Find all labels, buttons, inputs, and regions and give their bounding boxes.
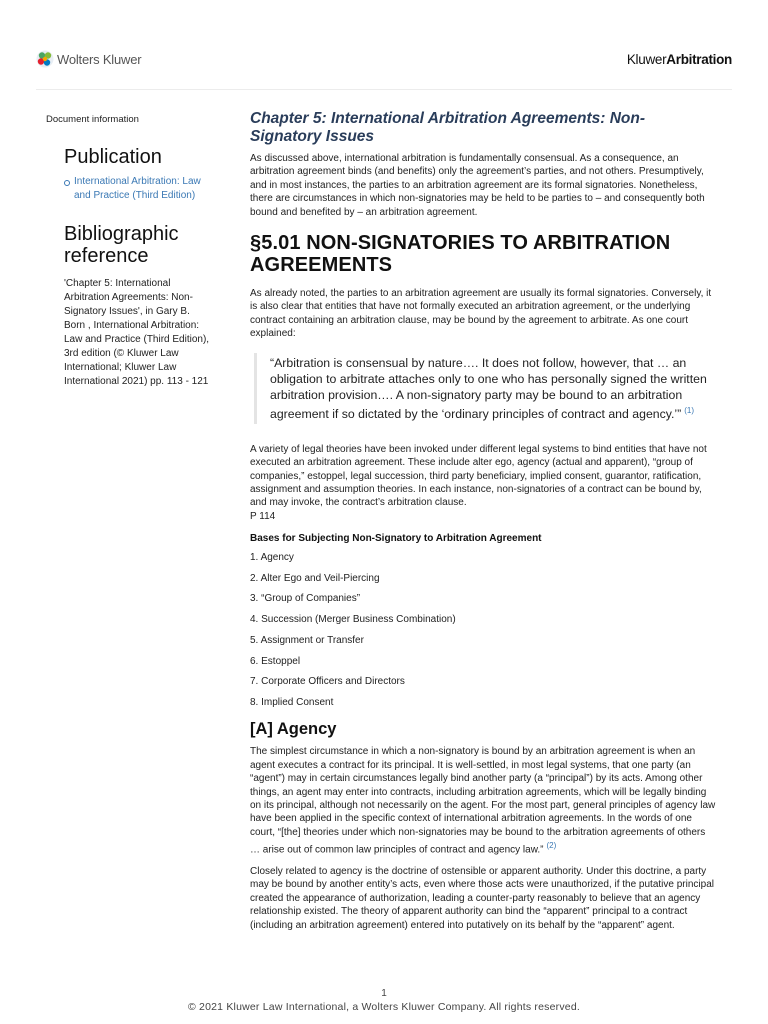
court-quote [254,353,716,424]
wolters-kluwer-logo-text: Wolters Kluwer [57,51,142,67]
copyright-notice: © 2021 Kluwer Law International, a Wolters Kluwer Company. All rights reserved. [188,1001,580,1013]
list-item: 2. Alter Ego and Veil-Piercing [250,572,380,584]
section-heading: §5.01 NON-SIGNATORIES TO ARBITRATION AGREEMENTS [250,232,671,277]
bases-heading: Bases for Subjecting Non-Signatory to Arbitration Agreement [250,532,542,544]
publication-link[interactable]: International Arbitration: Law and Practice (Third Edition) [64,175,216,203]
page-number: 1 [381,988,387,999]
chapter-title: Chapter 5: International Arbitration Agreements: Non-Signatory Issues [250,110,645,145]
list-item: 7. Corporate Officers and Directors [250,676,405,688]
section-paragraph: As already noted, the parties to an arbitration agreement are usually its formal signatories. Conversely, it is also clear that entities that have not formally executed an arbitration agreement, or the underlying contract containing an arbitration clause, may be bound by the agreement to arbitrate. As one court explained: [250,288,712,340]
document-information-label: Document information [46,114,139,125]
list-item: 5. Assignment or Transfer [250,634,364,646]
wolters-kluwer-logo[interactable] [36,50,141,68]
wolters-kluwer-globe-icon [36,50,54,68]
list-item: 4. Succession (Merger Business Combination) [250,614,456,626]
footnote-2-link[interactable]: (2) [546,841,557,851]
kluwer-arbitration-logo[interactable] [627,52,732,67]
apparent-authority-paragraph: Closely related to agency is the doctrine of ostensible or apparent authority. Under this doctrine, a party may be bound by another entity’s acts, even where those acts were unauthorized, if the putative principal created the appearance of authorization, leading a counter-party reasonably to believe that an agency relationship existed. The theory of apparent authority can bind the “apparent” principal to a contract (including an arbitration agreement) entered into putatively on its behalf by the “apparent” agent. [250,865,714,931]
header-divider [36,89,732,90]
legal-theories-paragraph: A variety of legal theories have been invoked under different legal systems to bind entities that have not executed an arbitration agreement. These include alter ego, agency (actual and apparent), “group of companies,” estoppel, legal succession, third party beneficiary, implied consent, guarantor, ratification, assignment and assumption theories. In each instance, non-signatories of a contract can be bound by, and may invoke, the contract’s arbitration clause. [250,443,707,509]
document-sidebar [46,114,216,389]
kluwer-arbitration-logo-bold: Arbitration [666,52,732,67]
list-item: 1. Agency [250,552,294,564]
bibliographic-reference-heading: Bibliographic reference [64,223,179,267]
page-marker: P 114 [250,510,276,522]
list-item: 3. “Group of Companies” [250,593,361,605]
court-quote-text: “Arbitration is consensual by nature…. It does not follow, however, that … an obligation to arbitrate attaches only to one who has personally signed the written arbitration provision…. A non-signatory party may be bound to an arbitration agreement if so dictated by the ‘ordinary principles of contract and agency.’” [270,355,707,421]
list-item: 6. Estoppel [250,655,301,667]
publication-heading: Publication [64,146,162,168]
agency-heading: [A] Agency [250,720,337,739]
bibliographic-reference-text: 'Chapter 5: International Arbitration Agreements: Non-Signatory Issues', in Gary B. Born , International Arbitration: Law and Practice (Third Edition), 3rd edition (© Kluwer Law International; Kluwer Law International 2021) pp. 113 - 121 [64,278,210,387]
bases-list [250,552,716,709]
publication-list [64,175,216,203]
agency-paragraph [250,745,716,857]
footnote-1-link[interactable]: (1) [684,405,695,415]
agency-paragraph-text: The simplest circumstance in which a non-signatory is bound by an arbitration agreement is when an agent executes a contract for its principal. It is well-settled, in most legal systems, that one party (an “agent”) may in certain circumstances legally bind another party (a “principal”) by its acts. Among other things, an agent may enter into contracts, including arbitration agreements, which will be legally binding on its principal, although not necessarily on the agent. For the most part, general principles of agency law have been applied in the specific context of international arbitration agreements. In the words of one court, “[the] theories under which non-signatories may be bound to the arbitration agreements of others … arise out of common law principles of contract and agency law.” [250,746,716,856]
intro-paragraph: As discussed above, international arbitration is fundamentally consensual. As a consequence, an arbitration agreement binds (and benefits) only the agreement’s parties, and not others. Presumptively, and in most instances, the parties to an arbitration agreement are its formal signatories. Nonetheless, there are circumstances in which non-signatories may be held to be parties to – and consequently both bound and benefited by – an arbitration agreement. [250,153,705,218]
page-header [36,50,732,74]
kluwer-arbitration-logo-regular: Kluwer [626,52,667,67]
list-item: 8. Implied Consent [250,697,334,708]
document-body [250,110,716,932]
